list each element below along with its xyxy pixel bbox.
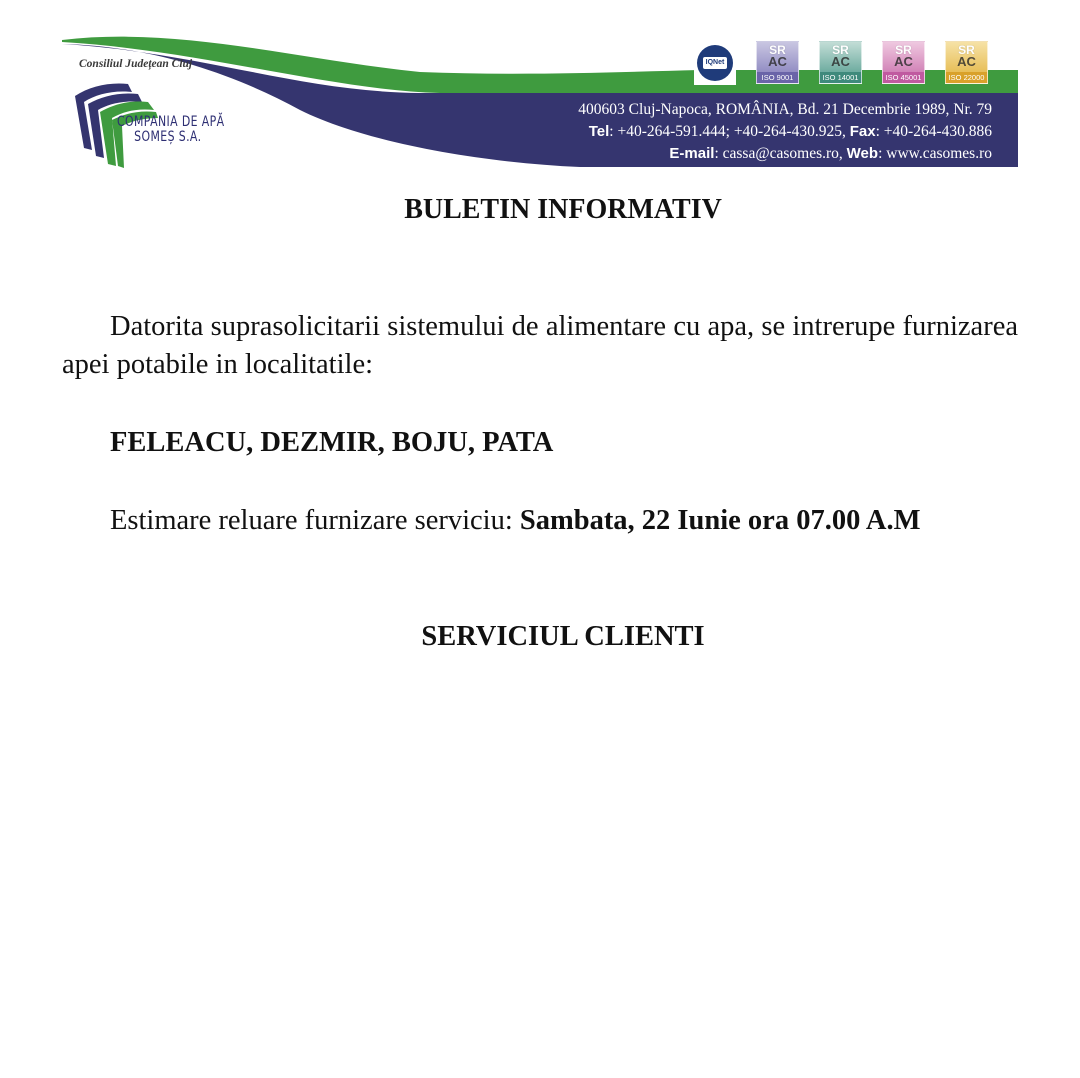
company-name-line2: SOMEȘ S.A. bbox=[134, 129, 202, 146]
affected-localities: FELEACU, DEZMIR, BOJU, PATA bbox=[110, 427, 554, 458]
contact-info bbox=[578, 99, 992, 165]
iso-9001-label: ISO 9001 bbox=[757, 72, 798, 83]
iqnet-certification-icon: IQNet bbox=[694, 41, 736, 85]
tel-label: Tel bbox=[588, 123, 610, 140]
estimate-label: Estimare reluare furnizare serviciu: bbox=[110, 505, 520, 536]
srac-iso-14001-badge-icon: SR AC ISO 14001 bbox=[819, 41, 862, 84]
estimate-value: Sambata, 22 Iunie ora 07.00 A.M bbox=[519, 505, 921, 536]
email-value[interactable]: : cassa@casomes.ro, bbox=[714, 145, 847, 162]
srac-iso-9001-badge-icon: SR AC ISO 9001 bbox=[756, 41, 799, 84]
document-title: BULETIN INFORMATIV bbox=[404, 194, 722, 225]
iso-14001-label: ISO 14001 bbox=[820, 72, 861, 83]
letterhead bbox=[0, 0, 1080, 180]
email-label: E-mail bbox=[669, 145, 715, 162]
estimate-paragraph bbox=[62, 502, 1018, 540]
address-line: 400603 Cluj-Napoca, ROMÂNIA, Bd. 21 Decembrie 1989, Nr. 79 bbox=[578, 101, 992, 118]
web-label: Web bbox=[846, 145, 879, 162]
interruption-paragraph bbox=[62, 308, 1018, 384]
certification-badges bbox=[694, 41, 988, 85]
iso-22000-label: ISO 22000 bbox=[946, 72, 987, 83]
web-value[interactable]: : www.casomes.ro bbox=[878, 145, 992, 162]
tel-value: : +40-264-591.444; +40-264-430.925, bbox=[609, 123, 850, 140]
signature: SERVICIUL CLIENTI bbox=[421, 621, 705, 652]
council-label: Consiliul Județean Cluj bbox=[79, 58, 193, 70]
phone-fax-line bbox=[578, 121, 992, 143]
company-name bbox=[117, 115, 224, 146]
srac-iso-22000-badge-icon: SR AC ISO 22000 bbox=[945, 41, 988, 84]
interruption-text: Datorita suprasolicitarii sistemului de alimentare cu apa, se intrerupe furnizarea apei potabile in localitatile: bbox=[62, 311, 1018, 380]
fax-label: Fax bbox=[849, 123, 876, 140]
fax-value: : +40-264-430.886 bbox=[875, 123, 992, 140]
company-name-line1: COMPANIA DE APĂ bbox=[117, 114, 225, 130]
email-web-line bbox=[578, 143, 992, 165]
iso-45001-label: ISO 45001 bbox=[883, 72, 924, 83]
srac-iso-45001-badge-icon: SR AC ISO 45001 bbox=[882, 41, 925, 84]
